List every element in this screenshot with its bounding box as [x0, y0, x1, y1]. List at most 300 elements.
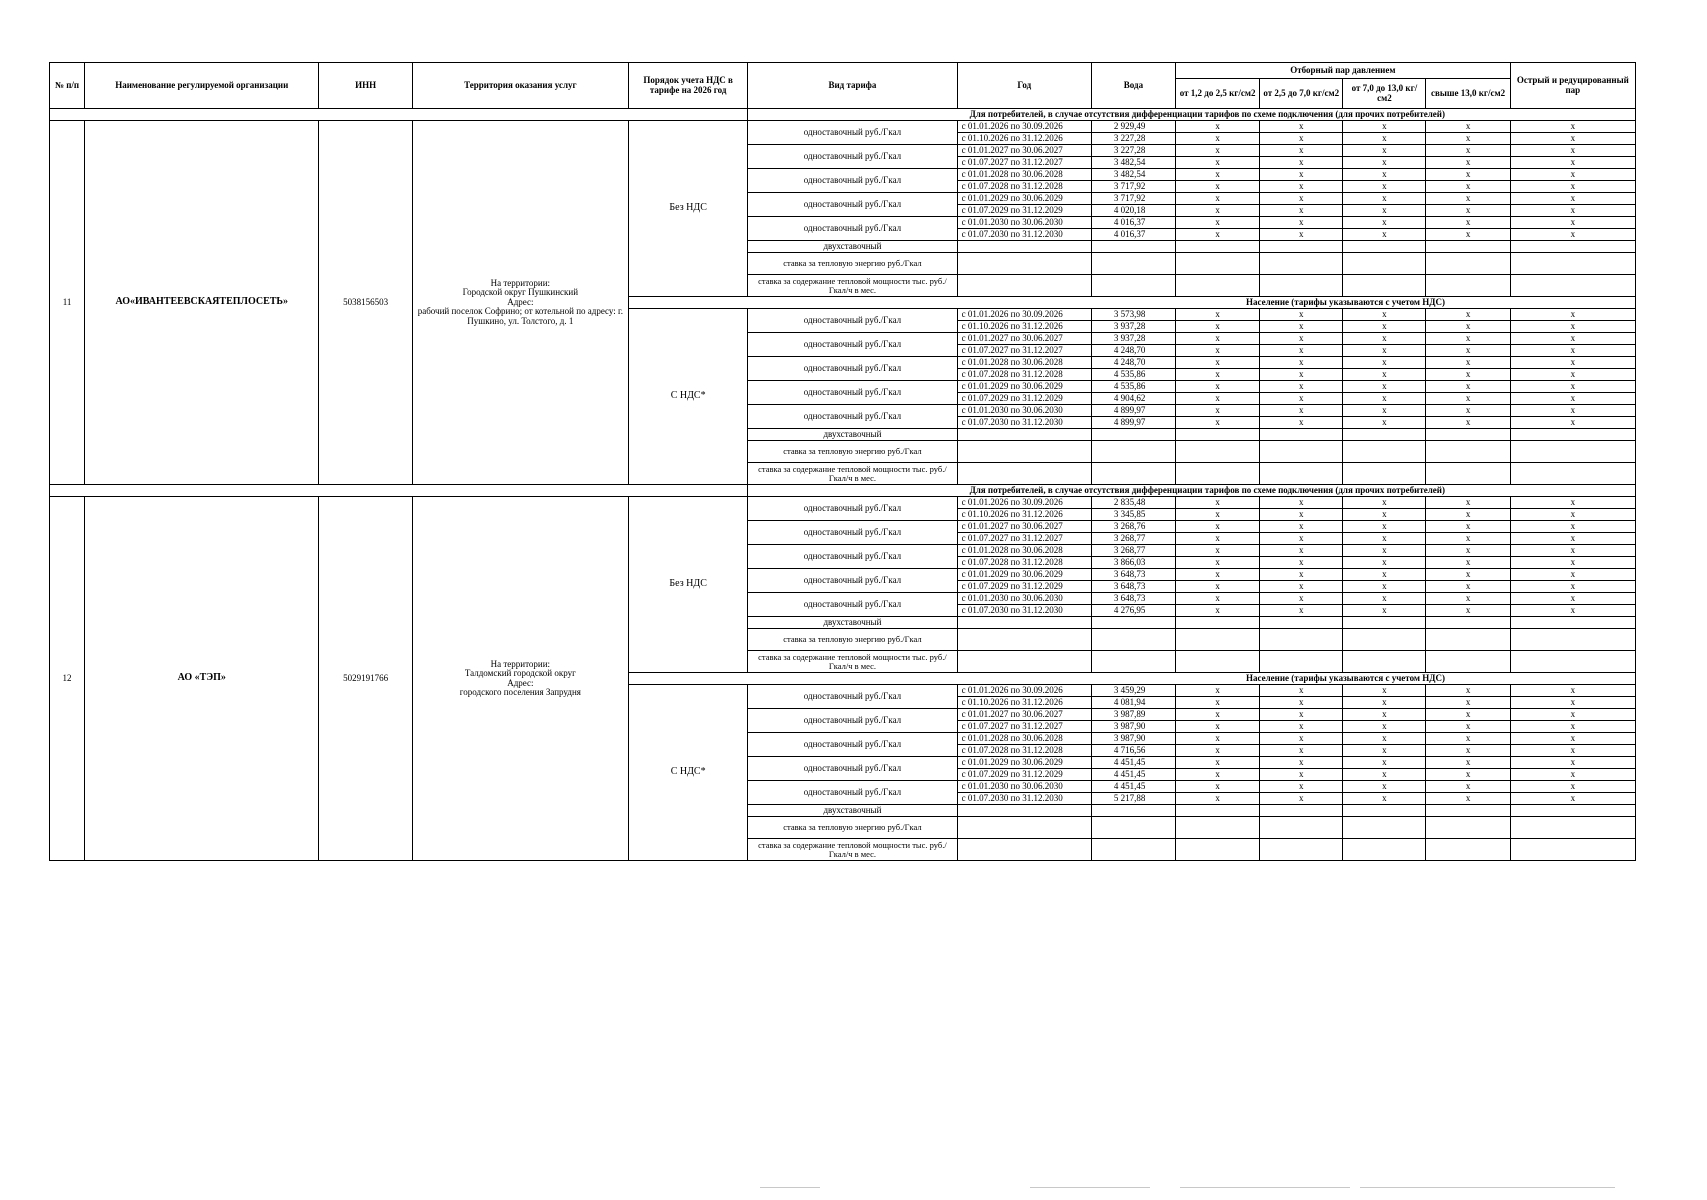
empty-cell	[1176, 463, 1260, 485]
empty-cell	[1091, 463, 1175, 485]
na-mark: x	[1343, 545, 1426, 557]
na-mark: x	[1343, 157, 1426, 169]
water-value: 3 648,73	[1091, 581, 1175, 593]
empty-cell	[1091, 805, 1175, 817]
org-territory	[412, 497, 628, 861]
na-mark: x	[1260, 217, 1343, 229]
category-label: Население (тарифы указываются с учетом НДС)	[629, 673, 1636, 685]
na-mark: x	[1260, 605, 1343, 617]
na-mark: x	[1510, 605, 1635, 617]
water-value: 4 016,37	[1091, 217, 1175, 229]
na-mark: x	[1176, 593, 1260, 605]
na-mark: x	[1343, 405, 1426, 417]
na-mark: x	[1176, 509, 1260, 521]
na-mark: x	[1260, 581, 1343, 593]
na-mark: x	[1260, 229, 1343, 241]
tariff-type-capacity: ставка за содержание тепловой мощности тыс. руб./Гкал/ч в мес.	[748, 651, 957, 673]
na-mark: x	[1176, 205, 1260, 217]
period: с 01.01.2028 по 30.06.2028	[957, 169, 1091, 181]
period: с 01.07.2027 по 31.12.2027	[957, 157, 1091, 169]
period: с 01.07.2029 по 31.12.2029	[957, 393, 1091, 405]
na-mark: x	[1176, 745, 1260, 757]
tariff-type-energy: ставка за тепловую энергию руб./Гкал	[748, 253, 957, 275]
table-body	[50, 109, 1636, 861]
na-mark: x	[1426, 509, 1510, 521]
empty-cell	[1091, 839, 1175, 861]
na-mark: x	[1176, 533, 1260, 545]
tariff-type-two-rate: двухставочный	[748, 429, 957, 441]
period: с 01.01.2029 по 30.06.2029	[957, 381, 1091, 393]
na-mark: x	[1510, 593, 1635, 605]
empty-cell	[1091, 253, 1175, 275]
tariff-type-single: одноставочный руб./Гкал	[748, 781, 957, 805]
tariff-type-two-rate: двухставочный	[748, 617, 957, 629]
na-mark: x	[1426, 557, 1510, 569]
na-mark: x	[1260, 309, 1343, 321]
na-mark: x	[1343, 593, 1426, 605]
na-mark: x	[1260, 145, 1343, 157]
na-mark: x	[1426, 593, 1510, 605]
period: с 01.01.2028 по 30.06.2028	[957, 733, 1091, 745]
empty-cell	[1426, 463, 1510, 485]
territory-line: Городской округ Пушкинский	[462, 287, 579, 298]
na-mark: x	[1426, 685, 1510, 697]
period: с 01.01.2029 по 30.06.2029	[957, 569, 1091, 581]
water-value: 3 937,28	[1091, 333, 1175, 345]
tariff-type-energy: ставка за тепловую энергию руб./Гкал	[748, 441, 957, 463]
water-value: 2 835,48	[1091, 497, 1175, 509]
col-num: № п/п	[50, 63, 85, 109]
na-mark: x	[1176, 405, 1260, 417]
col-tariff-type: Вид тарифа	[748, 63, 957, 109]
na-mark: x	[1176, 757, 1260, 769]
na-mark: x	[1343, 169, 1426, 181]
na-mark: x	[1426, 757, 1510, 769]
water-value: 3 937,28	[1091, 321, 1175, 333]
na-mark: x	[1510, 393, 1635, 405]
na-mark: x	[1343, 309, 1426, 321]
empty-cell	[1260, 839, 1343, 861]
na-mark: x	[1260, 121, 1343, 133]
na-mark: x	[1426, 181, 1510, 193]
org-territory	[412, 121, 628, 485]
empty-cell	[1260, 617, 1343, 629]
na-mark: x	[1343, 217, 1426, 229]
tariff-type-single: одноставочный руб./Гкал	[748, 405, 957, 429]
tariff-type-energy: ставка за тепловую энергию руб./Гкал	[748, 629, 957, 651]
na-mark: x	[1510, 369, 1635, 381]
empty-cell	[1343, 253, 1426, 275]
na-mark: x	[1426, 157, 1510, 169]
empty-cell	[957, 629, 1091, 651]
empty-cell	[1510, 651, 1635, 673]
na-mark: x	[1510, 217, 1635, 229]
territory-line: Адрес:	[507, 296, 534, 307]
na-mark: x	[1176, 581, 1260, 593]
na-mark: x	[1510, 769, 1635, 781]
na-mark: x	[1510, 381, 1635, 393]
na-mark: x	[1260, 357, 1343, 369]
water-value: 3 717,92	[1091, 181, 1175, 193]
tariff-row	[50, 497, 1636, 509]
period: с 01.07.2027 по 31.12.2027	[957, 345, 1091, 357]
empty-cell	[1176, 253, 1260, 275]
water-value: 3 227,28	[1091, 133, 1175, 145]
water-value: 3 268,77	[1091, 533, 1175, 545]
period: с 01.07.2027 по 31.12.2027	[957, 721, 1091, 733]
tariff-type-energy: ставка за тепловую энергию руб./Гкал	[748, 817, 957, 839]
category-label: Для потребителей, в случае отсутствия дифференциации тарифов по схеме подключения (для прочих потребителей)	[748, 485, 1636, 497]
na-mark: x	[1260, 781, 1343, 793]
na-mark: x	[1343, 121, 1426, 133]
empty-cell	[1510, 241, 1635, 253]
period: с 01.10.2026 по 31.12.2026	[957, 321, 1091, 333]
water-value: 3 648,73	[1091, 569, 1175, 581]
na-mark: x	[1426, 381, 1510, 393]
na-mark: x	[1260, 169, 1343, 181]
na-mark: x	[1260, 545, 1343, 557]
na-mark: x	[1426, 721, 1510, 733]
tariff-type-single: одноставочный руб./Гкал	[748, 333, 957, 357]
na-mark: x	[1176, 545, 1260, 557]
na-mark: x	[1260, 345, 1343, 357]
empty-cell	[957, 839, 1091, 861]
na-mark: x	[1343, 381, 1426, 393]
na-mark: x	[1260, 497, 1343, 509]
na-mark: x	[1510, 533, 1635, 545]
col-steam-2: от 2,5 до 7,0 кг/см2	[1260, 79, 1343, 109]
na-mark: x	[1343, 145, 1426, 157]
water-value: 4 451,45	[1091, 769, 1175, 781]
empty-cell	[957, 805, 1091, 817]
na-mark: x	[1260, 793, 1343, 805]
na-mark: x	[1260, 569, 1343, 581]
na-mark: x	[1260, 321, 1343, 333]
tariff-type-single: одноставочный руб./Гкал	[748, 169, 957, 193]
empty-cell	[1510, 817, 1635, 839]
category-spacer	[50, 485, 748, 497]
na-mark: x	[1343, 229, 1426, 241]
empty-cell	[957, 441, 1091, 463]
col-steam-3: от 7,0 до 13,0 кг/см2	[1343, 79, 1426, 109]
water-value: 4 451,45	[1091, 781, 1175, 793]
na-mark: x	[1176, 605, 1260, 617]
empty-cell	[1091, 429, 1175, 441]
na-mark: x	[1260, 685, 1343, 697]
na-mark: x	[1426, 333, 1510, 345]
na-mark: x	[1426, 605, 1510, 617]
na-mark: x	[1510, 157, 1635, 169]
empty-cell	[1176, 429, 1260, 441]
tariff-type-single: одноставочный руб./Гкал	[748, 357, 957, 381]
na-mark: x	[1510, 321, 1635, 333]
water-value: 4 904,62	[1091, 393, 1175, 405]
na-mark: x	[1510, 205, 1635, 217]
na-mark: x	[1343, 793, 1426, 805]
org-name: АО«ИВАНТЕЕВСКАЯТЕПЛОСЕТЬ»	[85, 121, 319, 485]
territory-line: На территории:	[490, 277, 551, 288]
na-mark: x	[1176, 417, 1260, 429]
na-mark: x	[1510, 697, 1635, 709]
na-mark: x	[1260, 133, 1343, 145]
na-mark: x	[1260, 721, 1343, 733]
na-mark: x	[1343, 369, 1426, 381]
tariff-type-single: одноставочный руб./Гкал	[748, 121, 957, 145]
empty-cell	[1176, 441, 1260, 463]
na-mark: x	[1343, 417, 1426, 429]
period: с 01.10.2026 по 31.12.2026	[957, 133, 1091, 145]
empty-cell	[1260, 817, 1343, 839]
water-value: 3 648,73	[1091, 593, 1175, 605]
na-mark: x	[1426, 393, 1510, 405]
empty-cell	[1426, 441, 1510, 463]
na-mark: x	[1260, 709, 1343, 721]
tariff-type-single: одноставочный руб./Гкал	[748, 593, 957, 617]
territory-line: городского поселения Запрудня	[459, 686, 581, 697]
na-mark: x	[1510, 545, 1635, 557]
period: с 01.07.2029 по 31.12.2029	[957, 769, 1091, 781]
tariff-type-single: одноставочный руб./Гкал	[748, 685, 957, 709]
empty-cell	[1260, 629, 1343, 651]
period: с 01.01.2028 по 30.06.2028	[957, 545, 1091, 557]
na-mark: x	[1510, 333, 1635, 345]
col-org: Наименование регулируемой организации	[85, 63, 319, 109]
empty-cell	[1343, 629, 1426, 651]
category-spacer	[50, 109, 748, 121]
water-value: 4 016,37	[1091, 229, 1175, 241]
na-mark: x	[1260, 369, 1343, 381]
water-value: 4 248,70	[1091, 345, 1175, 357]
territory-line: Адрес:	[507, 677, 534, 688]
empty-cell	[1343, 805, 1426, 817]
category-label: Население (тарифы указываются с учетом НДС)	[629, 297, 1636, 309]
na-mark: x	[1426, 417, 1510, 429]
na-mark: x	[1510, 733, 1635, 745]
na-mark: x	[1426, 357, 1510, 369]
period: с 01.07.2029 по 31.12.2029	[957, 205, 1091, 217]
water-value: 3 268,77	[1091, 545, 1175, 557]
period: с 01.01.2026 по 30.09.2026	[957, 685, 1091, 697]
tariff-row	[50, 121, 1636, 133]
na-mark: x	[1343, 181, 1426, 193]
empty-cell	[1091, 817, 1175, 839]
vat-order: С НДС*	[629, 685, 748, 861]
na-mark: x	[1176, 229, 1260, 241]
water-value: 3 717,92	[1091, 193, 1175, 205]
na-mark: x	[1260, 745, 1343, 757]
water-value: 3 866,03	[1091, 557, 1175, 569]
water-value: 4 535,86	[1091, 369, 1175, 381]
na-mark: x	[1510, 357, 1635, 369]
empty-cell	[1091, 629, 1175, 651]
empty-cell	[1343, 441, 1426, 463]
na-mark: x	[1510, 229, 1635, 241]
na-mark: x	[1343, 709, 1426, 721]
scan-artifact	[1030, 1187, 1150, 1188]
na-mark: x	[1426, 769, 1510, 781]
water-value: 4 248,70	[1091, 357, 1175, 369]
na-mark: x	[1426, 745, 1510, 757]
empty-cell	[1343, 651, 1426, 673]
na-mark: x	[1426, 581, 1510, 593]
na-mark: x	[1510, 121, 1635, 133]
na-mark: x	[1343, 581, 1426, 593]
na-mark: x	[1343, 193, 1426, 205]
col-sharp-steam: Острый и редуцированный пар	[1510, 63, 1635, 109]
na-mark: x	[1510, 581, 1635, 593]
empty-cell	[1343, 817, 1426, 839]
na-mark: x	[1176, 497, 1260, 509]
period: с 01.01.2030 по 30.06.2030	[957, 217, 1091, 229]
period: с 01.01.2027 по 30.06.2027	[957, 709, 1091, 721]
na-mark: x	[1343, 533, 1426, 545]
tariff-type-capacity: ставка за содержание тепловой мощности тыс. руб./Гкал/ч в мес.	[748, 463, 957, 485]
na-mark: x	[1343, 781, 1426, 793]
water-value: 3 345,85	[1091, 509, 1175, 521]
empty-cell	[1510, 617, 1635, 629]
na-mark: x	[1176, 381, 1260, 393]
na-mark: x	[1426, 193, 1510, 205]
na-mark: x	[1426, 217, 1510, 229]
na-mark: x	[1176, 769, 1260, 781]
empty-cell	[1176, 805, 1260, 817]
empty-cell	[1176, 839, 1260, 861]
na-mark: x	[1343, 757, 1426, 769]
na-mark: x	[1343, 605, 1426, 617]
water-value: 3 459,29	[1091, 685, 1175, 697]
org-name: АО «ТЭП»	[85, 497, 319, 861]
na-mark: x	[1426, 205, 1510, 217]
water-value: 4 899,97	[1091, 405, 1175, 417]
empty-cell	[1426, 429, 1510, 441]
na-mark: x	[1176, 557, 1260, 569]
tariff-type-single: одноставочный руб./Гкал	[748, 309, 957, 333]
empty-cell	[1510, 253, 1635, 275]
period: с 01.07.2029 по 31.12.2029	[957, 581, 1091, 593]
na-mark: x	[1260, 557, 1343, 569]
na-mark: x	[1176, 369, 1260, 381]
na-mark: x	[1176, 133, 1260, 145]
empty-cell	[1260, 651, 1343, 673]
na-mark: x	[1260, 405, 1343, 417]
water-value: 3 268,76	[1091, 521, 1175, 533]
na-mark: x	[1343, 393, 1426, 405]
water-value: 3 573,98	[1091, 309, 1175, 321]
na-mark: x	[1176, 321, 1260, 333]
tariff-type-single: одноставочный руб./Гкал	[748, 145, 957, 169]
empty-cell	[1426, 629, 1510, 651]
na-mark: x	[1176, 145, 1260, 157]
water-value: 3 482,54	[1091, 157, 1175, 169]
empty-cell	[1510, 429, 1635, 441]
na-mark: x	[1510, 521, 1635, 533]
na-mark: x	[1510, 781, 1635, 793]
na-mark: x	[1176, 721, 1260, 733]
empty-cell	[957, 429, 1091, 441]
na-mark: x	[1260, 533, 1343, 545]
empty-cell	[1176, 617, 1260, 629]
na-mark: x	[1426, 321, 1510, 333]
empty-cell	[1426, 253, 1510, 275]
empty-cell	[1260, 441, 1343, 463]
na-mark: x	[1426, 229, 1510, 241]
col-steam-4: свыше 13,0 кг/см2	[1426, 79, 1510, 109]
na-mark: x	[1176, 697, 1260, 709]
tariff-type-single: одноставочный руб./Гкал	[748, 709, 957, 733]
tariff-type-capacity: ставка за содержание тепловой мощности тыс. руб./Гкал/ч в мес.	[748, 839, 957, 861]
tariff-type-single: одноставочный руб./Гкал	[748, 733, 957, 757]
empty-cell	[957, 463, 1091, 485]
tariff-type-single: одноставочный руб./Гкал	[748, 193, 957, 217]
tariff-type-single: одноставочный руб./Гкал	[748, 569, 957, 593]
na-mark: x	[1510, 685, 1635, 697]
na-mark: x	[1176, 345, 1260, 357]
org-number: 12	[50, 497, 85, 861]
empty-cell	[1260, 429, 1343, 441]
na-mark: x	[1343, 721, 1426, 733]
period: с 01.01.2027 по 30.06.2027	[957, 521, 1091, 533]
na-mark: x	[1510, 309, 1635, 321]
org-number: 11	[50, 121, 85, 485]
na-mark: x	[1176, 309, 1260, 321]
na-mark: x	[1176, 157, 1260, 169]
period: с 01.01.2029 по 30.06.2029	[957, 193, 1091, 205]
na-mark: x	[1426, 793, 1510, 805]
period: с 01.01.2026 по 30.09.2026	[957, 121, 1091, 133]
na-mark: x	[1260, 181, 1343, 193]
na-mark: x	[1343, 205, 1426, 217]
org-inn: 5029191766	[319, 497, 412, 861]
empty-cell	[1426, 805, 1510, 817]
water-value: 4 081,94	[1091, 697, 1175, 709]
territory-line: Талдомский городской округ	[464, 668, 576, 679]
empty-cell	[1343, 617, 1426, 629]
na-mark: x	[1510, 497, 1635, 509]
na-mark: x	[1260, 509, 1343, 521]
tariff-type-single: одноставочный руб./Гкал	[748, 521, 957, 545]
na-mark: x	[1260, 393, 1343, 405]
na-mark: x	[1260, 757, 1343, 769]
na-mark: x	[1343, 333, 1426, 345]
period: с 01.07.2028 по 31.12.2028	[957, 745, 1091, 757]
na-mark: x	[1510, 569, 1635, 581]
tariff-type-two-rate: двухставочный	[748, 805, 957, 817]
empty-cell	[957, 817, 1091, 839]
na-mark: x	[1343, 697, 1426, 709]
water-value: 3 227,28	[1091, 145, 1175, 157]
tariff-table	[49, 62, 1636, 861]
na-mark: x	[1260, 417, 1343, 429]
empty-cell	[1426, 617, 1510, 629]
na-mark: x	[1510, 145, 1635, 157]
period: с 01.07.2030 по 31.12.2030	[957, 793, 1091, 805]
period: с 01.07.2028 по 31.12.2028	[957, 369, 1091, 381]
na-mark: x	[1260, 733, 1343, 745]
tariff-type-capacity: ставка за содержание тепловой мощности тыс. руб./Гкал/ч в мес.	[748, 275, 957, 297]
empty-cell	[1510, 805, 1635, 817]
na-mark: x	[1426, 309, 1510, 321]
water-value: 2 929,49	[1091, 121, 1175, 133]
na-mark: x	[1426, 697, 1510, 709]
water-value: 3 987,90	[1091, 733, 1175, 745]
empty-cell	[1510, 839, 1635, 861]
na-mark: x	[1343, 521, 1426, 533]
empty-cell	[1091, 241, 1175, 253]
empty-cell	[957, 241, 1091, 253]
na-mark: x	[1343, 133, 1426, 145]
empty-cell	[1343, 839, 1426, 861]
empty-cell	[1343, 463, 1426, 485]
